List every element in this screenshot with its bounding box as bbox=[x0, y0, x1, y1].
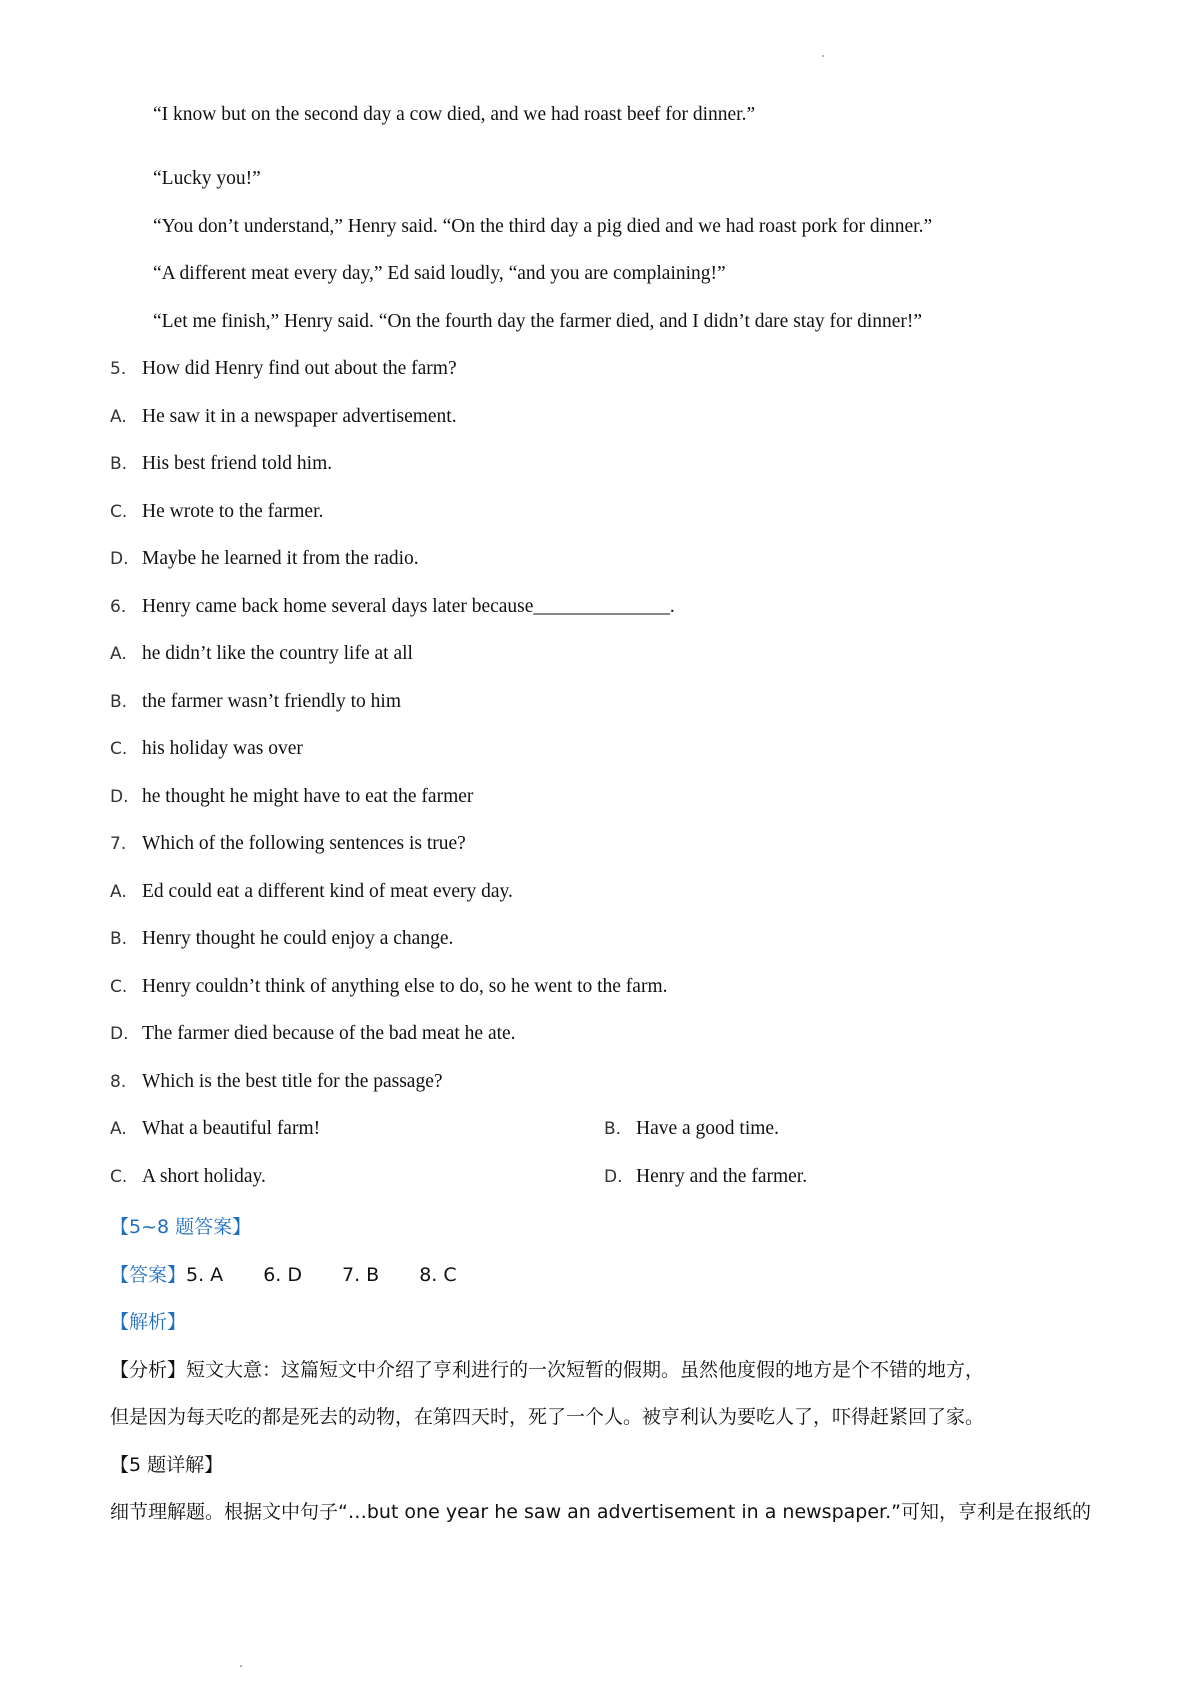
question-6 bbox=[110, 596, 675, 618]
question-number: 7. bbox=[110, 834, 127, 854]
option-letter: D. bbox=[604, 1167, 623, 1187]
answers-heading: 【5~8 题答案】 bbox=[110, 1216, 252, 1238]
option-letter: C. bbox=[110, 739, 128, 759]
option-text: Henry thought he could enjoy a change. bbox=[142, 928, 454, 949]
option-8a bbox=[110, 1118, 320, 1140]
option-text: Henry couldn’t think of anything else to do, so he went to the farm. bbox=[142, 976, 668, 997]
option-text: he thought he might have to eat the farmer bbox=[142, 786, 474, 807]
option-7b bbox=[110, 928, 453, 950]
question-7 bbox=[110, 833, 466, 855]
option-5a bbox=[110, 406, 457, 428]
option-5c bbox=[110, 501, 323, 523]
option-8b bbox=[604, 1118, 779, 1140]
summary-line: 【分析】短文大意：这篇短文中介绍了亨利进行的一次短暂的假期。虽然他度假的地方是个不错的地方， bbox=[110, 1359, 985, 1381]
question-text: Which of the following sentences is true? bbox=[142, 833, 466, 854]
option-text: Henry and the farmer. bbox=[636, 1166, 808, 1187]
answer-item: 5. A bbox=[186, 1264, 224, 1286]
option-letter: D. bbox=[110, 1024, 129, 1044]
option-letter: A. bbox=[110, 407, 127, 427]
option-letter: A. bbox=[110, 644, 127, 664]
dialogue-line: “I know but on the second day a cow died, and we had roast beef for dinner.” bbox=[153, 104, 756, 125]
option-text: He saw it in a newspaper advertisement. bbox=[142, 406, 457, 427]
option-text: Have a good time. bbox=[636, 1118, 779, 1139]
analysis-label: 【解析】 bbox=[110, 1311, 187, 1333]
question-number: 5. bbox=[110, 359, 127, 379]
option-letter: C. bbox=[110, 977, 128, 997]
option-5b bbox=[110, 453, 332, 475]
option-7c bbox=[110, 976, 668, 998]
option-6c bbox=[110, 738, 303, 760]
option-letter: B. bbox=[110, 692, 128, 712]
answer-item: 7. B bbox=[342, 1264, 380, 1286]
option-text: His best friend told him. bbox=[142, 453, 333, 474]
option-7d bbox=[110, 1023, 516, 1045]
option-letter: B. bbox=[604, 1119, 622, 1139]
question-number: 6. bbox=[110, 597, 127, 617]
option-text: Ed could eat a different kind of meat every day. bbox=[142, 881, 513, 902]
dialogue-line: “A different meat every day,” Ed said loudly, “and you are complaining!” bbox=[153, 263, 726, 284]
option-6d bbox=[110, 786, 473, 808]
answer-item: 8. C bbox=[419, 1264, 457, 1286]
detail-heading: 【5 题详解】 bbox=[110, 1454, 224, 1476]
option-letter: D. bbox=[110, 549, 129, 569]
question-number: 8. bbox=[110, 1072, 127, 1092]
question-text: How did Henry find out about the farm? bbox=[142, 358, 457, 379]
option-text: The farmer died because of the bad meat he ate. bbox=[142, 1023, 516, 1044]
option-text: he didn’t like the country life at all bbox=[142, 643, 413, 664]
question-5 bbox=[110, 358, 457, 380]
option-7a bbox=[110, 881, 513, 903]
dialogue-line: “Lucky you!” bbox=[153, 168, 261, 189]
question-text: Which is the best title for the passage? bbox=[142, 1071, 443, 1092]
option-letter: A. bbox=[110, 1119, 127, 1139]
answer-item: 6. D bbox=[263, 1264, 302, 1286]
answer-line bbox=[110, 1260, 497, 1287]
detail-line: 细节理解题。根据文中句子“…but one year he saw an advertisement in a newspaper.”可知，亨利是在报纸的 bbox=[110, 1501, 1091, 1523]
question-text: Henry came back home several days later because______________. bbox=[142, 596, 675, 617]
option-5d bbox=[110, 548, 419, 570]
option-6a bbox=[110, 643, 413, 665]
dialogue-line: “You don’t understand,” Henry said. “On the third day a pig died and we had roast pork for dinner.” bbox=[153, 216, 933, 237]
option-letter: A. bbox=[110, 882, 127, 902]
scan-speck bbox=[822, 55, 824, 57]
option-letter: C. bbox=[110, 1167, 128, 1187]
option-text: What a beautiful farm! bbox=[142, 1118, 321, 1139]
option-text: He wrote to the farmer. bbox=[142, 501, 324, 522]
summary-line: 但是因为每天吃的都是死去的动物，在第四天时，死了一个人。被亨利认为要吃人了，吓得赶紧回了家。 bbox=[110, 1406, 985, 1428]
option-letter: B. bbox=[110, 454, 128, 474]
answer-label: 【答案】 bbox=[110, 1264, 187, 1286]
option-letter: D. bbox=[110, 787, 129, 807]
option-8d bbox=[604, 1166, 807, 1188]
option-letter: B. bbox=[110, 929, 128, 949]
scan-speck bbox=[240, 1665, 242, 1667]
option-text: A short holiday. bbox=[142, 1166, 266, 1187]
option-6b bbox=[110, 691, 401, 713]
option-text: his holiday was over bbox=[142, 738, 303, 759]
option-8c bbox=[110, 1166, 266, 1188]
dialogue-line: “Let me finish,” Henry said. “On the fourth day the farmer died, and I didn’t dare stay for dinner!” bbox=[153, 311, 923, 332]
option-text: Maybe he learned it from the radio. bbox=[142, 548, 419, 569]
option-letter: C. bbox=[110, 502, 128, 522]
question-8 bbox=[110, 1071, 443, 1093]
option-text: the farmer wasn’t friendly to him bbox=[142, 691, 402, 712]
